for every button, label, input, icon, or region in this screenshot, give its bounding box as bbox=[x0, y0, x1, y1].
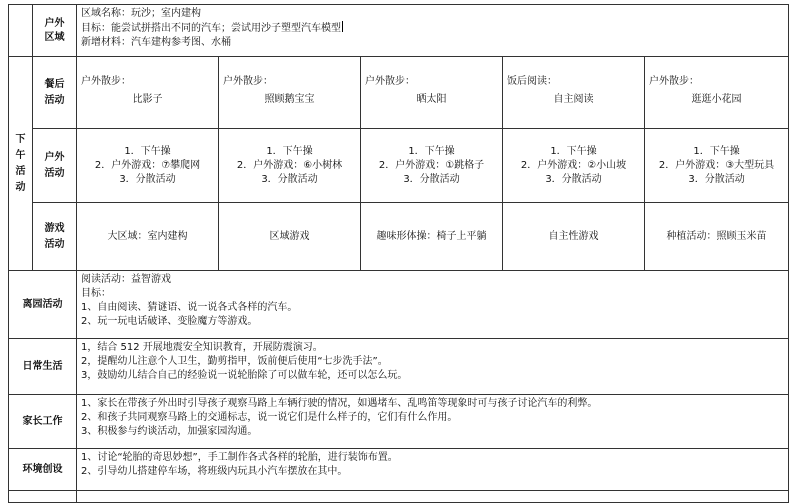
leaving-row bbox=[9, 271, 789, 339]
outdoor-area-line: 目标：能尝试拼搭出不同的汽车；尝试用沙子塑型汽车模型 bbox=[81, 23, 341, 34]
game-activities-label: 游戏活动 bbox=[33, 203, 77, 271]
game-cell-wed[interactable]: 趣味形体操：椅子上平躺 bbox=[361, 203, 503, 271]
outdoor-activities-label: 户外活动 bbox=[33, 129, 77, 203]
outdoor-area-line: 区域名称：玩沙；室内建构 bbox=[81, 8, 201, 19]
daily-life-row bbox=[9, 339, 789, 395]
afternoon-activities-label: 下午活动 bbox=[9, 57, 33, 271]
game-cell-mon[interactable]: 大区域：室内建构 bbox=[77, 203, 219, 271]
outdoor-cell-mon[interactable]: 1．下午操 2．户外游戏：⑦攀爬网 3．分散活动 bbox=[77, 129, 219, 203]
outdoor-cell-fri[interactable]: 1．下午操 2．户外游戏：③大型玩具 3．分散活动 bbox=[645, 129, 789, 203]
cutoff-row bbox=[9, 491, 789, 503]
leaving-content[interactable]: 阅读活动：益智游戏 目标： 1、自由阅读、猜谜语、说一说各式各样的汽车。 2、玩一玩电话破译、变脸魔方等游戏。 bbox=[77, 271, 789, 339]
after-meal-cell-wed[interactable]: 户外散步： 晒太阳 bbox=[361, 57, 503, 129]
outdoor-area-label: 户外 区域 bbox=[33, 5, 77, 57]
parent-work-label: 家长工作 bbox=[9, 395, 77, 449]
leaving-label: 离园活动 bbox=[9, 271, 77, 339]
cutoff-cell bbox=[9, 491, 77, 503]
daily-life-content[interactable]: 1，结合 512 开展地震安全知识教育，开展防震演习。 2，提醒幼儿注意个人卫生，勤剪指甲，饭前便后使用“七步洗手法”。 3，鼓励幼儿结合自己的经验说一说轮胎除了可以做车轮，还可以怎么玩。 bbox=[77, 339, 789, 395]
after-meal-row bbox=[9, 57, 789, 129]
game-cell-fri[interactable]: 种植活动：照顾玉米苗 bbox=[645, 203, 789, 271]
after-meal-cell-mon[interactable]: 户外散步： 比影子 bbox=[77, 57, 219, 129]
outdoor-area-row bbox=[9, 5, 789, 57]
outdoor-cell-thu[interactable]: 1．下午操 2．户外游戏：②小山坡 3．分散活动 bbox=[503, 129, 645, 203]
parent-work-row bbox=[9, 395, 789, 449]
outdoor-area-content[interactable] bbox=[77, 5, 789, 57]
parent-work-content[interactable]: 1、家长在带孩子外出时引导孩子观察马路上车辆行驶的情况，如遇堵车、乱鸣笛等现象时可与孩子讨论汽车的利弊。 2、和孩子共同观察马路上的交通标志，说一说它们是什么样子的，它们有什么作用。 3、积极参与约谈活动，加强家园沟通。 bbox=[77, 395, 789, 449]
after-meal-cell-fri[interactable]: 户外散步： 逛逛小花园 bbox=[645, 57, 789, 129]
environment-label: 环境创设 bbox=[9, 449, 77, 491]
outdoor-area-line: 新增材料：汽车建构参考图、水桶 bbox=[81, 37, 231, 48]
after-meal-cell-thu[interactable]: 饭后阅读： 自主阅读 bbox=[503, 57, 645, 129]
schedule-table bbox=[8, 4, 789, 503]
text-cursor bbox=[342, 21, 343, 32]
game-cell-thu[interactable]: 自主性游戏 bbox=[503, 203, 645, 271]
outdoor-cell-wed[interactable]: 1．下午操 2．户外游戏：①跳格子 3．分散活动 bbox=[361, 129, 503, 203]
cutoff-cell bbox=[77, 491, 789, 503]
game-activities-row bbox=[9, 203, 789, 271]
outdoor-activities-row bbox=[9, 129, 789, 203]
environment-content[interactable]: 1、讨论“轮胎的奇思妙想”，手工制作各式各样的轮胎，进行装饰布置。 2、引导幼儿搭建停车场，将班级内玩具小汽车摆放在其中。 bbox=[77, 449, 789, 491]
outdoor-cell-tue[interactable]: 1．下午操 2．户外游戏：⑥小树林 3．分散活动 bbox=[219, 129, 361, 203]
daily-life-label: 日常生活 bbox=[9, 339, 77, 395]
after-meal-cell-tue[interactable]: 户外散步： 照顾鹅宝宝 bbox=[219, 57, 361, 129]
game-cell-tue[interactable]: 区域游戏 bbox=[219, 203, 361, 271]
after-meal-label: 餐后活动 bbox=[33, 57, 77, 129]
environment-row bbox=[9, 449, 789, 491]
blank-cell bbox=[9, 5, 33, 57]
